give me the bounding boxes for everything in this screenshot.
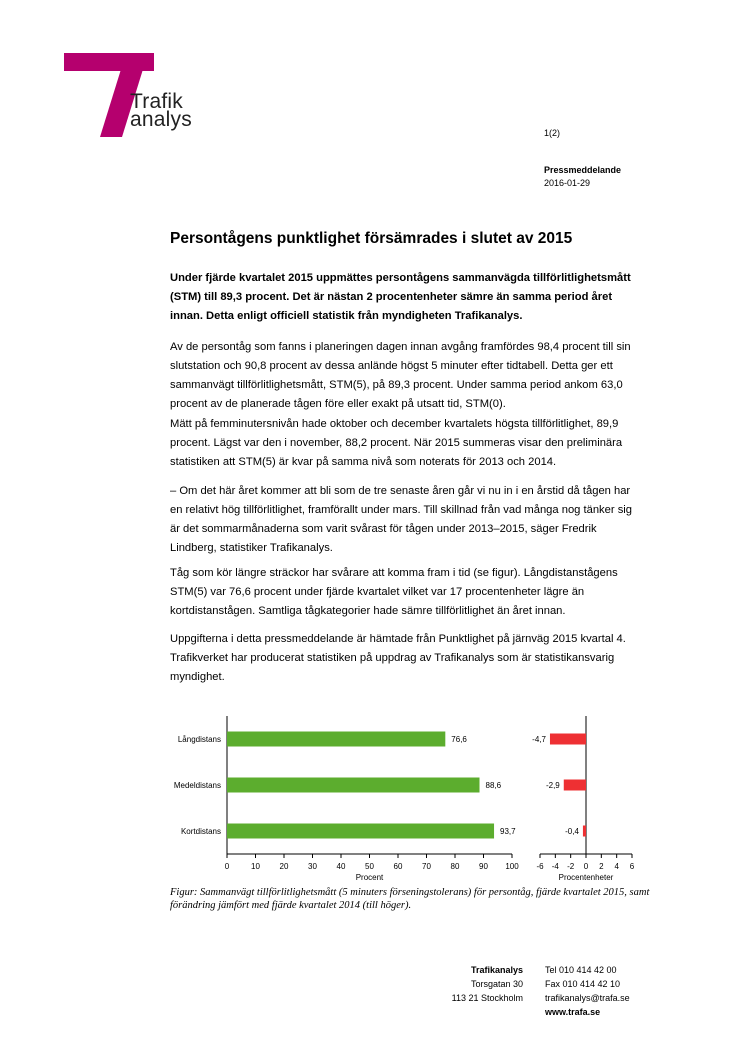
data-label: 76,6 [451,735,467,744]
bar [227,778,480,793]
footer-address2: 113 21 Stockholm [451,993,523,1003]
footer-address1: Torsgatan 30 [470,979,523,989]
right-chart-tick-label: -6 [536,862,544,871]
paragraph-5: Uppgifterna i detta pressmeddelande är hämtade från Punktlighet på järnväg 2015 kvartal 4. Trafikverket har producerat statistiken på uppdrag av Trafikanalys som är statistikansvarig myndighet. [170,633,626,683]
category-label: Medeldistans [173,781,221,790]
bar [227,732,445,747]
change-data-label: -2,9 [545,781,560,790]
right-chart-tick-label: -2 [567,862,575,871]
page-number: 1(2) [544,128,561,138]
paragraph-1: Av de persontåg som fanns i planeringen dagen innan avgång framfördes 98,4 procent till sin slutstation och 90,8 procent av dessa anlände högst 5 minuter efter tidtabell. Detta ger ett sammanvägt tillförlitlighetsmått, STM(5), på 89,3 procent. Under samma period ankom 63,0 procent av de planerade tågen före eller exakt på utsatt tid, STM(0). [170,341,631,410]
category-label: Kortdistans [180,827,221,836]
change-data-label: -4,7 [532,735,546,744]
left-chart-tick-label: 10 [251,862,260,871]
change-data-label: -0,4 [565,827,579,836]
category-label: Långdistans [177,735,221,744]
date: 2016-01-29 [544,178,591,188]
paragraph-3: – Om det här året kommer att bli som de tre senaste åren går vi nu in i en årstid då tågen har en relativt hög tillförlitlighet, framförallt under mars. Till skillnad från vad många nog tänker sig är det sommarmånaderna som varit svårast för tågen under 2013–2015, säger Fredrik Lindberg, statistiker Trafikanalys. [170,485,633,554]
left-chart-tick-label: 80 [450,862,460,871]
footer-fax: Fax 010 414 42 10 [545,979,621,989]
left-chart-tick-label: 30 [308,862,317,871]
change-bar [564,780,586,791]
right-chart-tick-label: 2 [599,862,604,871]
change-bar [583,826,586,837]
footer-org: Trafikanalys [470,965,523,975]
footer-tel: Tel 010 414 42 00 [545,965,617,975]
change-bar [550,734,586,745]
left-chart-tick-label: 90 [479,862,488,871]
left-chart-tick-label: 0 [224,862,230,871]
footer-email[interactable]: trafikanalys@trafa.se [545,993,630,1003]
bar [227,824,494,839]
page-title: Persontågens punktlighet försämrades i slutet av 2015 [170,230,573,247]
right-chart-tick-label: 6 [629,862,635,871]
left-chart-xlabel: Procent [355,873,384,882]
data-label: 93,7 [500,827,516,836]
left-chart-tick-label: 40 [336,862,346,871]
right-chart-tick-label: 4 [614,862,619,871]
left-chart-tick-label: 100 [505,862,519,871]
paragraph-4: Tåg som kör längre sträckor har svårare att komma fram i tid (se figur). Långdistanstågens STM(5) var 76,6 procent under fjärde kvartalet vilket var 17 procentenheter lägre än kortdistanstågen. Samtliga tågkategorier hade sämre tillförlitlighet än året innan. [170,567,618,617]
paragraph-2: Mätt på femminutersnivån hade oktober och december kvartalets högsta tillförlitlighet, 89,9 procent. Lägst var den i november, 88,2 procent. När 2015 summeras visar den preliminära statistiken att STM(5) är kvar på samma nivå som noterats för 2013 och 2014. [170,418,623,468]
left-chart-tick-label: 70 [422,862,431,871]
chart [0,700,746,885]
left-chart-tick-label: 60 [393,862,403,871]
right-chart-xlabel: Procentenheter [558,873,614,882]
data-label: 88,6 [485,781,502,790]
logo-text-line2: analys [130,108,192,131]
footer-web[interactable]: www.trafa.se [545,1007,601,1017]
left-chart-tick-label: 20 [279,862,289,871]
left-chart-tick-label: 50 [365,862,374,871]
figure-caption: Figur: Sammanvägt tillförlitlighetsmått (5 minuters förseningstolerans) för persontåg, fjärde kvartalet 2015, samt förändring jämfört med fjärde kvartalet 2014 (till höger). [170,887,650,911]
right-chart-tick-label: -4 [551,862,559,871]
right-chart-tick-label: 0 [583,862,589,871]
logo-text-line1: Trafik [130,90,183,113]
doc-type: Pressmeddelande [544,165,622,175]
lead-paragraph: Under fjärde kvartalet 2015 uppmättes persontågens sammanvägda tillförlitlighetsmått (STM) till 89,3 procent. Det är nästan 2 procentenheter sämre än samma period året innan. Detta enligt officiell statistik från myndigheten Trafikanalys. [170,272,631,322]
